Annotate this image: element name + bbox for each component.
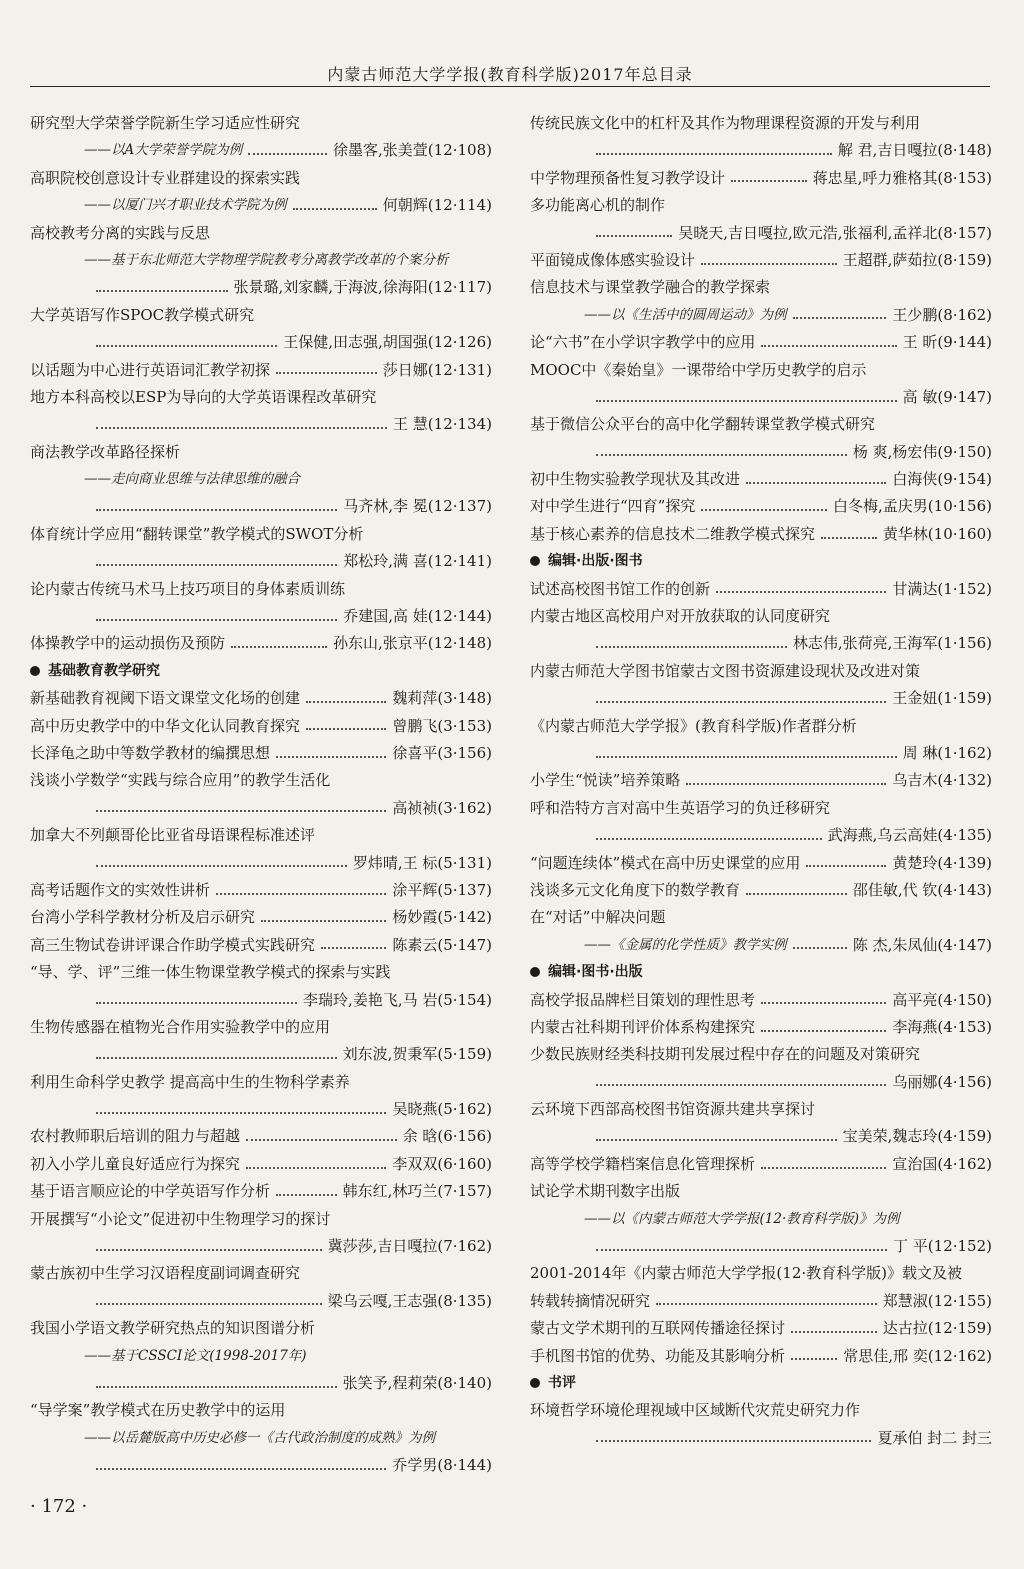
toc-entry-author-ref: 高祯祯(3·162) <box>392 798 492 817</box>
leader-dots <box>596 1084 886 1086</box>
toc-entry-author-ref: 孙东山,张京平(12·148) <box>333 634 492 653</box>
toc-entry-author-ref: 张景璐,刘家麟,于海波,徐海阳(12·117) <box>233 278 492 297</box>
toc-entry-text: “问题连续体”模式在高中历史课堂的应用 <box>530 853 801 872</box>
toc-entry-text: 平面镜成像体感实验设计 <box>530 250 696 269</box>
toc-entry-author-ref: 乌吉木(4·132) <box>892 771 992 790</box>
toc-entry-text: ——以厦门兴才职业技术学院为例 <box>84 197 287 214</box>
toc-entry-author-ref: 张笑予,程莉荣(8·140) <box>342 1373 492 1392</box>
toc-entry-author-ref: 王保健,田志强,胡国强(12·126) <box>283 333 492 352</box>
toc-entry-title: 大学英语写作SPOC教学模式研究 <box>30 305 255 324</box>
toc-entry-author-ref: 徐墨客,张美萱(12·108) <box>333 141 492 160</box>
leader-dots <box>96 1468 386 1470</box>
toc-entry-text: 浅谈多元文化角度下的数学教育 <box>530 880 741 899</box>
toc-entry <box>30 685 492 712</box>
section-heading <box>530 959 992 986</box>
toc-entry <box>530 576 992 603</box>
toc-entry-text: 高考话题作文的实效性讲析 <box>30 880 211 899</box>
toc-entry-text: 初中生物实验教学现状及其改进 <box>530 470 741 489</box>
toc-entry <box>30 795 492 822</box>
toc-entry <box>30 1151 492 1178</box>
bullet-icon <box>530 556 540 566</box>
toc-entry-author-ref: 王 昕(9·144) <box>902 333 992 352</box>
leader-dots <box>96 564 337 566</box>
bullet-icon <box>530 967 540 977</box>
leader-dots <box>701 509 827 511</box>
toc-entry-title: 浅谈小学数学“实践与综合应用”的教学生活化 <box>30 771 331 790</box>
toc-entry-author-ref: 韩东红,林巧兰(7·157) <box>342 1182 492 1201</box>
toc-entry <box>30 987 492 1014</box>
leader-dots <box>821 537 877 539</box>
leader-dots <box>716 591 886 593</box>
toc-entry-title: 《内蒙古师范大学学报》(教育科学版)作者群分析 <box>530 716 857 735</box>
toc-entry-author-ref: 乔建国,高 娃(12·144) <box>343 607 492 626</box>
toc-entry-author-ref: 高平亮(4·150) <box>892 990 992 1009</box>
leader-dots <box>791 1358 837 1360</box>
toc-entry-author-ref: 梁乌云嘎,王志强(8·135) <box>327 1291 492 1310</box>
leader-dots <box>596 701 886 703</box>
toc-entry <box>530 630 992 657</box>
toc-entry-author-ref: 马齐林,李 冕(12·137) <box>343 497 492 516</box>
toc-entry <box>30 1233 492 1260</box>
toc-entry-author-ref: 甘满达(1·152) <box>892 579 992 598</box>
toc-entry <box>530 137 992 164</box>
toc-entry <box>530 932 992 959</box>
toc-entry <box>30 329 492 356</box>
toc-entry <box>530 740 992 767</box>
toc-entry-author-ref: 罗炜晴,王 标(5·131) <box>352 853 492 872</box>
toc-entry <box>530 1233 992 1260</box>
toc-entry <box>530 466 992 493</box>
toc-entry-subtitle: ——基于东北师范大学物理学院教考分离教学改革的个案分析 <box>84 251 449 268</box>
toc-entry-text: 农村教师职后培训的阻力与超越 <box>30 1127 241 1146</box>
toc-entry <box>30 1370 492 1397</box>
toc-entry-text: 高中历史教学中的中华文化认同教育探究 <box>30 716 301 735</box>
toc-entry-text: 初入小学儿童良好适应行为探究 <box>30 1154 241 1173</box>
toc-entry <box>30 904 492 931</box>
toc-entry <box>30 630 492 657</box>
toc-entry <box>530 1315 992 1342</box>
toc-entry <box>30 411 492 438</box>
toc-entry-author-ref: 丁 平(12·152) <box>893 1237 992 1256</box>
toc-entry <box>530 384 992 411</box>
toc-left-column <box>30 110 492 1480</box>
toc-entry <box>530 1343 992 1370</box>
toc-entry-author-ref: 吴晓天,吉日嘎拉,欧元浩,张福利,孟祥北(8·157) <box>678 223 992 242</box>
toc-entry <box>30 493 492 520</box>
toc-entry-title: 地方本科高校以ESP为导向的大学英语课程改革研究 <box>30 387 377 406</box>
toc-entry-author-ref: 宣治国(4·162) <box>892 1154 992 1173</box>
toc-entry-author-ref: 李海燕(4·153) <box>892 1017 992 1036</box>
leader-dots <box>96 865 347 867</box>
toc-entry-subtitle: ——基于CSSCI论文(1998-2017年) <box>84 1347 307 1364</box>
bullet-icon <box>530 1378 540 1388</box>
toc-entry-author-ref: 白冬梅,孟庆男(10·156) <box>833 497 992 516</box>
toc-entry-author-ref: 邵佳敏,代 钦(4·143) <box>852 880 992 899</box>
toc-entry-author-ref: 王金妞(1·159) <box>892 689 992 708</box>
toc-entry-text: 内蒙古社科期刊评价体系构建探究 <box>530 1017 756 1036</box>
toc-entry-text: 论“六书”在小学识字教学中的应用 <box>530 333 756 352</box>
toc-entry-title: 多功能离心机的制作 <box>530 196 666 215</box>
toc-entry <box>530 165 992 192</box>
leader-dots <box>761 1167 886 1169</box>
toc-entry-title: 体育统计学应用“翻转课堂”教学模式的SWOT分析 <box>30 524 364 543</box>
toc-entry <box>30 713 492 740</box>
leader-dots <box>746 482 886 484</box>
toc-entry-text: 长泽龟之助中等数学教材的编撰思想 <box>30 743 271 762</box>
toc-entry-author-ref: 莎日娜(12·131) <box>382 360 492 379</box>
toc-entry-text: 手机图书馆的优势、功能及其影响分析 <box>530 1346 786 1365</box>
leader-dots <box>793 317 887 319</box>
leader-dots <box>321 947 386 949</box>
toc-entry <box>530 767 992 794</box>
page-number: · 172 · <box>30 1496 88 1517</box>
toc-entry-title: 生物传感器在植物光合作用实验教学中的应用 <box>30 1017 331 1036</box>
toc-entry <box>30 1096 492 1123</box>
leader-dots <box>276 1194 337 1196</box>
toc-entry-title: 2001-2014年《内蒙古师范大学学报(12·教育科学版)》载文及被 <box>530 1264 962 1283</box>
toc-entry-subtitle: ——以岳麓版高中历史必修一《古代政治制度的成熟》为例 <box>84 1429 435 1446</box>
leader-dots <box>276 756 386 758</box>
toc-entry <box>30 740 492 767</box>
toc-entry <box>30 1178 492 1205</box>
leader-dots <box>596 400 897 402</box>
bullet-icon <box>30 666 40 676</box>
toc-entry <box>30 274 492 301</box>
toc-entry <box>530 329 992 356</box>
leader-dots <box>293 208 377 210</box>
toc-entry-title: 少数民族财经类科技期刊发展过程中存在的问题及对策研究 <box>530 1045 921 1064</box>
leader-dots <box>793 947 847 949</box>
toc-entry-title: 内蒙古师范大学图书馆蒙古文图书资源建设现状及改进对策 <box>530 661 921 680</box>
toc-entry <box>530 302 992 329</box>
toc-entry-author-ref: 陈 杰,朱凤仙(4·147) <box>852 935 992 954</box>
leader-dots <box>656 1303 877 1305</box>
leader-dots <box>96 1386 337 1388</box>
toc-entry <box>530 877 992 904</box>
toc-entry-text: 蒙古文学术期刊的互联网传播途径探讨 <box>530 1319 786 1338</box>
leader-dots <box>596 1440 871 1442</box>
toc-entry-author-ref: 郑慧淑(12·155) <box>882 1291 992 1310</box>
toc-entry-text: ——以《生活中的圆周运动》为例 <box>584 306 787 323</box>
leader-dots <box>596 756 897 758</box>
toc-entry <box>30 357 492 384</box>
section-heading <box>530 1370 992 1397</box>
section-heading-label: 基础教育教学研究 <box>48 662 160 679</box>
toc-entry-author-ref: 余 晗(6·156) <box>402 1127 492 1146</box>
toc-entry-author-ref: 魏莉萍(3·148) <box>392 689 492 708</box>
leader-dots <box>96 427 387 429</box>
leader-dots <box>596 1139 837 1141</box>
toc-entry-author-ref: 曾鹏飞(3·153) <box>392 716 492 735</box>
toc-entry-title: 基于微信公众平台的高中化学翻转课堂教学模式研究 <box>530 415 876 434</box>
toc-entry-author-ref: 李双双(6·160) <box>392 1154 492 1173</box>
toc-entry-text: 以话题为中心进行英语词汇教学初探 <box>30 360 271 379</box>
toc-entry-author-ref: 高 敏(9·147) <box>902 387 992 406</box>
leader-dots <box>731 180 807 182</box>
toc-entry <box>530 521 992 548</box>
toc-entry-author-ref: 何朝辉(12·114) <box>382 196 492 215</box>
toc-entry-author-ref: 解 君,吉日嘎拉(8·148) <box>837 141 992 160</box>
toc-entry-author-ref: 蒋忠星,呼力雅格其(8·153) <box>812 168 992 187</box>
section-heading-label: 编辑·出版·图书 <box>548 553 643 570</box>
toc-entry-author-ref: 乌丽娜(4·156) <box>892 1072 992 1091</box>
leader-dots <box>96 509 337 511</box>
toc-entry <box>30 1123 492 1150</box>
toc-entry <box>530 247 992 274</box>
toc-entry-author-ref: 刘东波,贺秉军(5·159) <box>342 1045 492 1064</box>
leader-dots <box>701 263 837 265</box>
toc-entry-title: 在“对话”中解决问题 <box>530 908 666 927</box>
leader-dots <box>261 920 386 922</box>
toc-entry-author-ref: 郑松玲,满 喜(12·141) <box>343 552 492 571</box>
toc-entry-text: 小学生“悦读”培养策略 <box>530 771 681 790</box>
toc-entry-author-ref: 周 琳(1·162) <box>902 743 992 762</box>
toc-entry <box>30 548 492 575</box>
leader-dots <box>596 153 832 155</box>
toc-entry <box>530 493 992 520</box>
toc-entry-author-ref: 黄华林(10·160) <box>882 524 992 543</box>
toc-entry-author-ref: 王少鹏(8·162) <box>892 305 992 324</box>
toc-entry-author-ref: 夏承伯 封二 封三 <box>877 1428 992 1447</box>
toc-entry-author-ref: 陈素云(5·147) <box>392 935 492 954</box>
leader-dots <box>596 454 847 456</box>
leader-dots <box>248 153 327 155</box>
toc-entry-author-ref: 乔学男(8·144) <box>392 1456 492 1475</box>
leader-dots <box>96 1057 337 1059</box>
running-header: 内蒙古师范大学学报(教育科学版)2017年总目录 <box>327 65 693 84</box>
leader-dots <box>96 1249 322 1251</box>
toc-entry-author-ref: 武海燕,乌云高娃(4·135) <box>827 826 992 845</box>
toc-entry-title: 内蒙古地区高校用户对开放获取的认同度研究 <box>530 607 831 626</box>
header-rule <box>30 86 990 87</box>
toc-entry-title: 加拿大不列颠哥伦比亚省母语课程标准述评 <box>30 826 316 845</box>
leader-dots <box>686 783 886 785</box>
toc-entry <box>530 822 992 849</box>
toc-entry-author-ref: 宝美荣,魏志玲(4·159) <box>842 1127 992 1146</box>
leader-dots <box>806 865 886 867</box>
toc-entry <box>530 439 992 466</box>
toc-entry-author-ref: 黄楚玲(4·139) <box>892 853 992 872</box>
toc-entry-text: ——《金属的化学性质》教学实例 <box>584 936 787 953</box>
leader-dots <box>96 1002 297 1004</box>
toc-entry <box>30 932 492 959</box>
toc-entry-author-ref: 杨妙霞(5·142) <box>392 908 492 927</box>
toc-entry-text: 体操教学中的运动损伤及预防 <box>30 634 226 653</box>
toc-entry-author-ref: 常思佳,邢 奕(12·162) <box>843 1346 992 1365</box>
toc-entry <box>30 1288 492 1315</box>
toc-entry-title: 信息技术与课堂教学融合的教学探索 <box>530 278 771 297</box>
section-heading <box>30 658 492 685</box>
toc-entry-title: 高职院校创意设计专业群建设的探索实践 <box>30 168 301 187</box>
leader-dots <box>96 1112 386 1114</box>
leader-dots <box>96 619 337 621</box>
toc-entry-author-ref: 吴晓燕(5·162) <box>392 1100 492 1119</box>
toc-entry-author-ref: 林志伟,张荷亮,王海军(1·156) <box>792 634 992 653</box>
toc-entry-title: 研究型大学荣誉学院新生学习适应性研究 <box>30 114 301 132</box>
toc-entry <box>30 603 492 630</box>
toc-entry-title: 高校教考分离的实践与反思 <box>30 223 211 242</box>
leader-dots <box>276 372 377 374</box>
section-heading-label: 书评 <box>548 1374 576 1391</box>
toc-entry-title: 利用生命科学史教学 提高高中生的生物科学素养 <box>30 1072 350 1091</box>
leader-dots <box>596 1249 887 1251</box>
toc-entry-author-ref: 冀莎莎,吉日嘎拉(7·162) <box>327 1237 492 1256</box>
toc-right-column <box>530 110 992 1452</box>
toc-entry-text: 高三生物试卷讲评课合作助学模式实践研究 <box>30 935 316 954</box>
toc-entry <box>530 1288 992 1315</box>
toc-entry-text: 新基础教育视阈下语文课堂文化场的创建 <box>30 689 301 708</box>
toc-entry-text: 对中学生进行“四育”探究 <box>530 497 696 516</box>
leader-dots <box>596 838 822 840</box>
toc-entry-title: 试论学术期刊数字出版 <box>530 1182 681 1201</box>
toc-entry <box>30 877 492 904</box>
toc-entry-author-ref: 白海侠(9·154) <box>892 470 992 489</box>
toc-entry-text: 中学物理预备性复习教学设计 <box>530 168 726 187</box>
leader-dots <box>746 893 847 895</box>
leader-dots <box>761 1030 886 1032</box>
leader-dots <box>761 1002 886 1004</box>
toc-entry <box>30 192 492 219</box>
toc-entry-title: 环境哲学环境伦理视域中区域断代灾荒史研究力作 <box>530 1401 861 1420</box>
toc-entry <box>530 1151 992 1178</box>
leader-dots <box>216 893 386 895</box>
toc-entry-author-ref: 王 慧(12·134) <box>393 415 492 434</box>
toc-entry <box>530 850 992 877</box>
section-heading-label: 编辑·图书·出版 <box>548 964 643 981</box>
leader-dots <box>596 646 787 648</box>
leader-dots <box>791 1331 877 1333</box>
toc-entry-author-ref: 达古拉(12·159) <box>882 1319 992 1338</box>
toc-entry-title: 云环境下西部高校图书馆资源共建共享探讨 <box>530 1100 816 1119</box>
toc-entry-author-ref: 杨 爽,杨宏伟(9·150) <box>852 442 992 461</box>
toc-entry-title: 蒙古族初中生学习汉语程度副词调查研究 <box>30 1264 301 1283</box>
toc-entry-title: 开展撰写“小论文”促进初中生物理学习的探讨 <box>30 1209 331 1228</box>
toc-entry <box>30 137 492 164</box>
leader-dots <box>761 345 896 347</box>
toc-entry-text: 高校学报品牌栏目策划的理性思考 <box>530 990 756 1009</box>
leader-dots <box>96 290 228 292</box>
toc-entry-author-ref: 李瑞玲,姜艳飞,马 岩(5·154) <box>303 990 492 1009</box>
toc-entry <box>30 1041 492 1068</box>
toc-entry-title: 我国小学语文教学研究热点的知识图谱分析 <box>30 1319 316 1338</box>
leader-dots <box>306 728 386 730</box>
leader-dots <box>96 810 386 812</box>
toc-entry-text: 基于核心素养的信息技术二维教学模式探究 <box>530 524 816 543</box>
toc-entry <box>530 987 992 1014</box>
toc-entry <box>530 685 992 712</box>
toc-entry <box>530 1425 992 1452</box>
toc-entry-title: MOOC中《秦始皇》一课带给中学历史教学的启示 <box>530 360 867 379</box>
toc-entry-subtitle: ——以《内蒙古师范大学学报(12·教育科学版)》为例 <box>584 1210 900 1227</box>
toc-entry-author-ref: 徐喜平(3·156) <box>392 743 492 762</box>
toc-entry-title: “导学案”教学模式在历史教学中的运用 <box>30 1401 286 1420</box>
section-heading <box>530 548 992 575</box>
toc-entry-text: 试述高校图书馆工作的创新 <box>530 579 711 598</box>
toc-entry-subtitle: ——走向商业思维与法律思维的融合 <box>84 471 300 488</box>
leader-dots <box>96 345 277 347</box>
toc-entry-text: 转载转摘情况研究 <box>530 1291 651 1310</box>
toc-entry-text: 台湾小学科学教材分析及启示研究 <box>30 908 256 927</box>
toc-entry-title: 呼和浩特方言对高中生英语学习的负迁移研究 <box>530 798 831 817</box>
toc-entry-title: 论内蒙古传统马术马上技巧项目的身体素质训练 <box>30 579 346 598</box>
leader-dots <box>96 1303 322 1305</box>
toc-entry-title: “导、学、评”三维一体生物课堂教学模式的探索与实践 <box>30 963 391 982</box>
toc-entry-text: 高等学校学籍档案信息化管理探析 <box>530 1154 756 1173</box>
toc-entry <box>530 220 992 247</box>
toc-entry <box>30 1452 492 1479</box>
toc-entry <box>530 1123 992 1150</box>
toc-entry-title: 传统民族文化中的杠杆及其作为物理课程资源的开发与利用 <box>530 114 921 132</box>
toc-entry-author-ref: 王超群,萨茹拉(8·159) <box>842 250 992 269</box>
leader-dots <box>596 235 672 237</box>
toc-entry <box>530 1014 992 1041</box>
toc-entry-text: 基于语言顺应论的中学英语写作分析 <box>30 1182 271 1201</box>
toc-entry <box>30 850 492 877</box>
leader-dots <box>246 1167 386 1169</box>
toc-entry-author-ref: 涂平辉(5·137) <box>392 880 492 899</box>
toc-entry-text: ——以A大学荣誉学院为例 <box>84 142 243 159</box>
toc-entry-title: 商法教学改革路径探析 <box>30 442 181 461</box>
leader-dots <box>306 701 386 703</box>
toc-entry <box>530 1069 992 1096</box>
leader-dots <box>246 1139 397 1141</box>
leader-dots <box>231 646 327 648</box>
